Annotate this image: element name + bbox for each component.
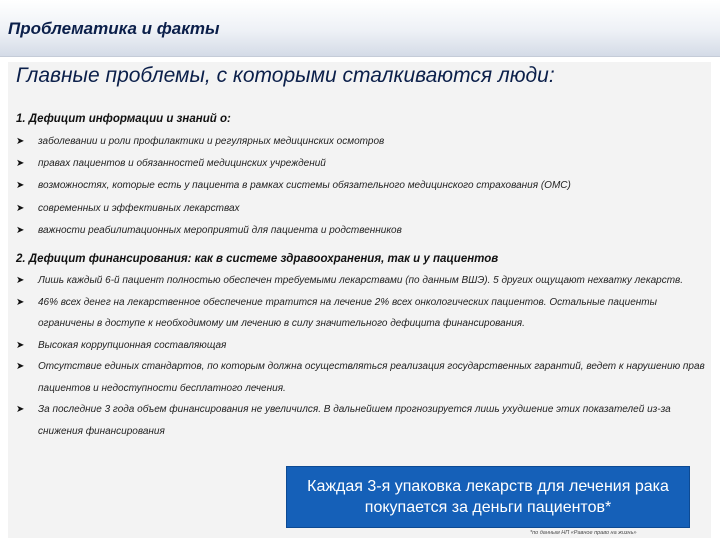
- list-item: [16, 198, 706, 220]
- list-item: [16, 335, 706, 357]
- section-1-list: [16, 131, 706, 242]
- list-item-text: заболевании и роли профилактики и регулярных медицинских осмотров: [38, 136, 385, 147]
- list-item: [16, 153, 706, 175]
- list-item-text: Лишь каждый 6-й пациент полностью обеспечен требуемыми лекарствами (по данным ВШЭ). 5 других ощущают нехватку лекарств.: [38, 275, 684, 286]
- list-item-text: Высокая коррупционная составляющая: [38, 339, 227, 351]
- list-item: [16, 220, 706, 242]
- header-bar: [0, 0, 720, 57]
- arrow-bullet-icon: ➤: [16, 180, 25, 192]
- list-item-text: современных и эффективных лекарствах: [38, 202, 240, 214]
- arrow-bullet-icon: ➤: [16, 275, 25, 286]
- list-item: [16, 356, 706, 399]
- arrow-bullet-icon: ➤: [16, 339, 25, 351]
- slide-subtitle: Главные проблемы, с которыми сталкиваются люди:: [16, 64, 555, 87]
- section-2-heading: 2. Дефицит финансирования: как в системе здравоохранения, так и у пациентов: [16, 253, 499, 265]
- arrow-bullet-icon: ➤: [16, 136, 25, 147]
- list-item-text: За последние 3 года объем финансирования не увеличился. В дальнейшем прогнозируется лишь ухудшение этих показателей из-за снижения финансирования: [38, 404, 671, 437]
- list-item: [16, 131, 706, 153]
- section-1-heading: 1. Дефицит информации и знаний о:: [16, 113, 231, 125]
- arrow-bullet-icon: ➤: [16, 404, 25, 415]
- arrow-bullet-icon: ➤: [16, 202, 25, 214]
- callout-box: Каждая 3-я упаковка лекарств для лечения рака покупается за деньги пациентов*: [286, 466, 690, 528]
- list-item-text: правах пациентов и обязанностей медицинских учреждений: [38, 158, 326, 170]
- list-item-text: Отсутствие единых стандартов, по которым должна осуществляться реализация государственных гарантий, ведет к нарушению прав пациентов и недоступности бесплатного лечения.: [38, 361, 705, 394]
- footnote: *по данным НП «Равное право на жизнь»: [530, 530, 637, 536]
- arrow-bullet-icon: ➤: [16, 361, 25, 372]
- list-item-text: 46% всех денег на лекарственное обеспечение тратится на лечение 2% всех онкологических пациентов. Остальные пациенты ограничены в доступе к необходимому им лечению в силу значительного дефицита финансирования.: [38, 296, 657, 329]
- page-title: Проблематика и факты: [8, 19, 220, 38]
- list-item-text: возможностях, которые есть у пациента в рамках системы обязательного медицинского страхования (ОМС): [38, 180, 571, 192]
- list-item: [16, 175, 706, 197]
- arrow-bullet-icon: ➤: [16, 224, 25, 236]
- section-2-list: [16, 270, 706, 442]
- arrow-bullet-icon: ➤: [16, 296, 25, 308]
- arrow-bullet-icon: ➤: [16, 158, 25, 170]
- list-item: [16, 399, 706, 442]
- list-item: [16, 270, 706, 292]
- list-item: [16, 292, 706, 335]
- list-item-text: важности реабилитационных мероприятий для пациента и родственников: [38, 224, 402, 236]
